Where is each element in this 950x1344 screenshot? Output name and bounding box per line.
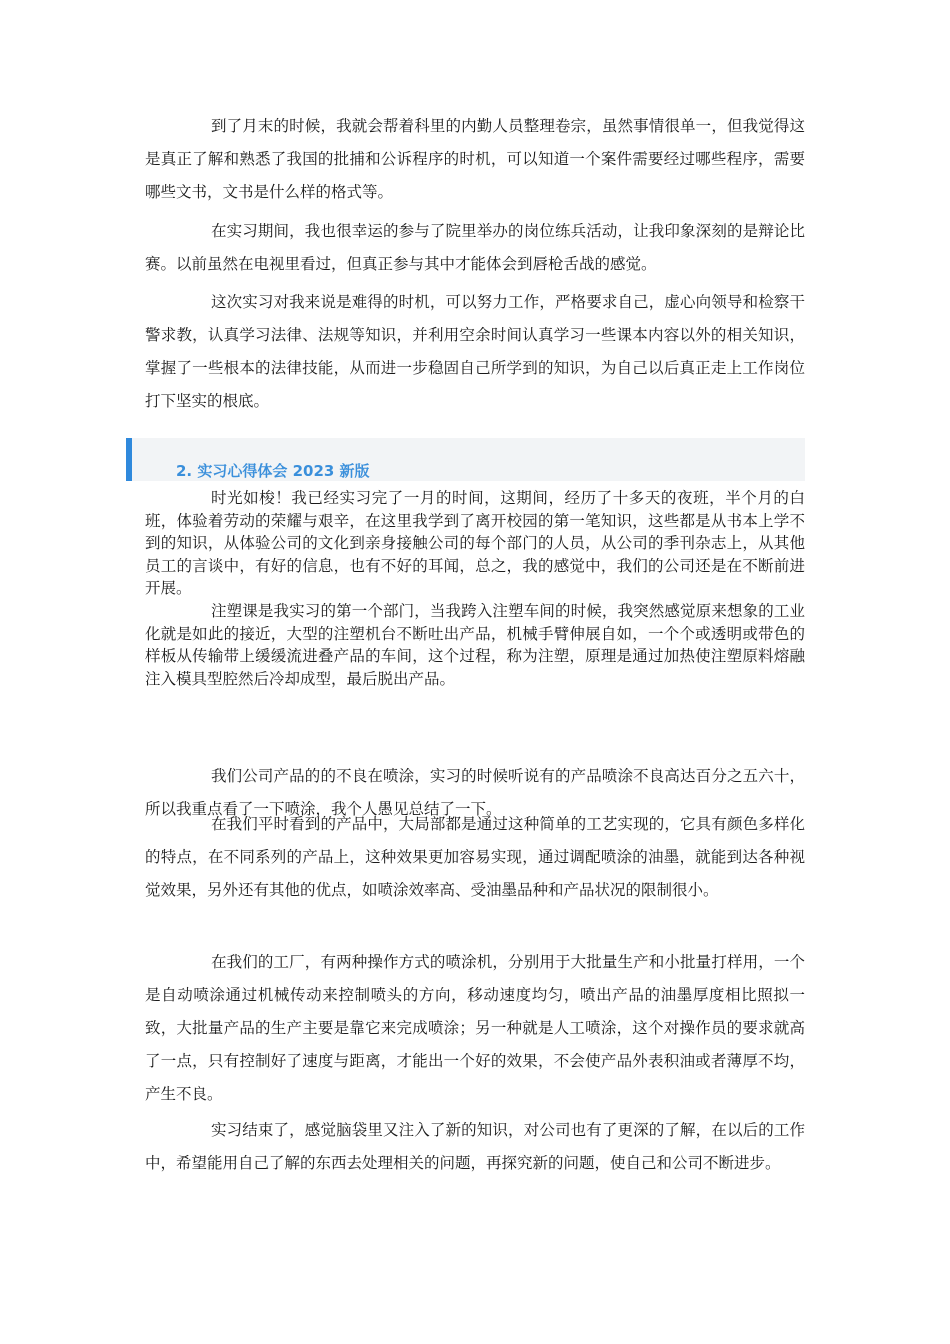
paragraph-spray-defects: 我们公司产品的的不良在喷涂，实习的时候听说有的产品喷涂不良高达百分之五六十，所以我重点看了一下喷涂，我个人愚见总结了一下。: [145, 767, 805, 818]
paragraph-internship-summary: 这次实习对我来说是难得的时机，可以努力工作，严格要求自己，虚心向领导和检察干警求教，认真学习法律、法规等知识，并利用空余时间认真学习一些课本内容以外的相关知识，掌握了一些根本的法律技能，从而进一步稳固自己所学到的知识，为自己以后真正走上工作岗位打下坚实的根底。: [145, 293, 805, 410]
paragraph-spray-advantages: 在我们平时看到的产品中，大局部都是通过这种简单的工艺实现的，它具有颜色多样化的特点，在不同系列的产品上，这种效果更加容易实现，通过调配喷涂的油墨，就能到达各种视觉效果，另外还有其他的优点，如喷涂效率高、受油墨品种和产品状况的限制很小。: [145, 815, 805, 899]
section-heading-block: [126, 438, 805, 481]
section-title: 2. 实习心得体会 2023 新版: [176, 462, 370, 480]
paragraph-time-flies: 时光如梭！我已经实习完了一月的时间，这期间，经历了十多天的夜班，半个月的白班，体验着劳动的荣耀与艰辛，在这里我学到了离开校园的第一笔知识，这些都是从书本上学不到的知识，从体验公司的文化到亲身接触公司的每个部门的人员，从公司的季刊杂志上，从其他员工的言谈中，有好的信息，也有不好的耳闻，总之，我的感觉中，我们的公司还是在不断前进开展。: [145, 489, 805, 598]
paragraph-conclusion: 实习结束了，感觉脑袋里又注入了新的知识，对公司也有了更深的了解，在以后的工作中，希望能用自己了解的东西去处理相关的问题，再探究新的问题，使自己和公司不断进步。: [145, 1121, 805, 1172]
paragraph-archive-work: 到了月末的时候，我就会帮着科里的内勤人员整理卷宗，虽然事情很单一，但我觉得这是真正了解和熟悉了我国的批捕和公诉程序的时机，可以知道一个案件需要经过哪些程序，需要哪些文书，文书是什么样的格式等。: [145, 117, 805, 201]
paragraph-debate-contest: 在实习期间，我也很幸运的参与了院里举办的岗位练兵活动，让我印象深刻的是辩论比赛。以前虽然在电视里看过，但真正参与其中才能体会到唇枪舌战的感觉。: [145, 222, 805, 273]
paragraph-spray-machines: 在我们的工厂，有两种操作方式的喷涂机，分别用于大批量生产和小批量打样用，一个是自动喷涂通过机械传动来控制喷头的方向，移动速度均匀，喷出产品的油墨厚度相比照拟一致，大批量产品的生产主要是靠它来完成喷涂；另一种就是人工喷涂，这个对操作员的要求就高了一点，只有控制好了速度与距离，才能出一个好的效果，不会使产品外表积油或者薄厚不均，产生不良。: [145, 953, 805, 1103]
paragraph-injection-molding: 注塑课是我实习的第一个部门，当我跨入注塑车间的时候，我突然感觉原来想象的工业化就是如此的接近，大型的注塑机台不断吐出产品，机械手臂伸展自如，一个个或透明或带色的样板从传输带上缓缓流进叠产品的车间，这个过程，称为注塑，原理是通过加热使注塑原料熔融注入模具型腔然后冷却成型，最后脱出产品。: [145, 602, 805, 688]
section-accent-bar: [126, 438, 132, 481]
